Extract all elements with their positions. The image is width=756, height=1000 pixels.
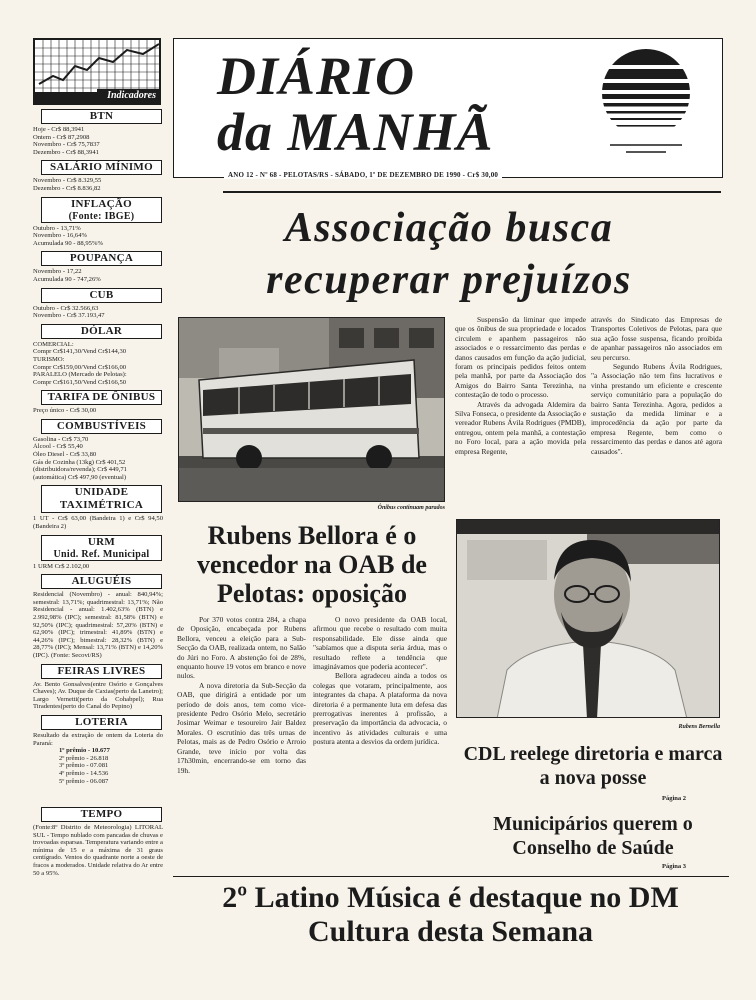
- main-story-paragraph: Suspensão da liminar que impede que os ônibus de sua propriedade e locados circulem e apanhem passageiros não associados e o ressarcimento das perdas e danos causados em função da ação judicial, foram os principais pedidos feitos ontem pela manhã, por parte da Associação dos Amigos do Bairro Santa Terezinha, na contestação de todo o processo.: [455, 315, 586, 400]
- feiras-title: FEIRAS LIVRES: [41, 664, 162, 679]
- dolar-line: Compr Cr$161,50/Vend Cr$166,50: [33, 378, 127, 386]
- indicators-sidebar: [33, 38, 165, 877]
- dolar-section: [33, 324, 165, 387]
- bellora-paragraph: A nova diretoria da Sub-Secção da OAB, que dirigirá a entidade por um período de dois anos, tem como vice-presidente Pedro Osório Melo, secretário Josimar Weimar e tesoureiro Jair Baldez Morales. O escrutínio das três urnas de Pelotas, mais as de Pedro Osório e Arroio Grande, teve início por volta das 17h30min, encerrando-se em torno das 19h.: [177, 680, 306, 775]
- urm-section: [33, 535, 165, 571]
- combustiveis-line: Álcool - Cr$ 55,40: [33, 443, 83, 451]
- dolar-line: PARALELO (Mercado de Pelotas):: [33, 371, 127, 379]
- btn-title: BTN: [41, 109, 162, 124]
- masthead-rule: [223, 191, 721, 193]
- combustiveis-line: Gás de Cozinha (13kg) Cr$ 401,52: [33, 458, 126, 466]
- urm-subtitle: Unid. Ref. Municipal: [53, 548, 150, 560]
- cultura-headline: 2º Latino Música é destaque no DM Cultura desta Semana: [222, 881, 679, 948]
- loteria-title: LOTERIA: [41, 715, 162, 730]
- inflacao-subtitle: (Fonte: IBGE): [68, 210, 135, 222]
- tempo-section: [33, 807, 165, 877]
- bellora-paragraph: O novo presidente da OAB local, afirmou que recebe o resultado com muita responsabilidade. Ele disse ainda que "sabíamos que a disputa seria árdua, mas o resultado reflete a tendência que imaginávamos que poderia acontecer".: [313, 615, 447, 672]
- feiras-text: Av. Bento Gonsalves(entre Osório e Gonçalves Chaves); Av. Duque de Caxias(perto da Lanetro); Largo Vernetti(perto da Cohabpel); Rua Tiradentes(perto do Canal do Pepino): [33, 680, 163, 711]
- unidade-title: UNIDADE TAXIMÉTRICA: [41, 485, 162, 513]
- combustiveis-section: [33, 419, 165, 482]
- tarifa-line: Preço único - Cr$ 30,00: [33, 407, 97, 415]
- main-story-col1: [455, 315, 586, 456]
- cub-line: Novembro - Cr$ 37.193,47: [33, 312, 105, 320]
- tarifa-title: TARIFA DE ÔNIBUS: [41, 390, 162, 405]
- inflacao-line: Outubro - 13,71%: [33, 224, 81, 232]
- bus-photo-caption: Ônibus continuam parados: [377, 505, 445, 511]
- poupanca-section: [33, 251, 165, 283]
- salario-title: SALÁRIO MÍNIMO: [41, 160, 162, 175]
- main-headline-line1: Associação busca: [284, 205, 614, 251]
- loteria-prize: 1º prêmio - 10.677: [59, 747, 110, 755]
- masthead-title-line2: da MANHÃ: [217, 102, 494, 162]
- urm-title: [41, 535, 162, 561]
- inflacao-line: Acumulada 90 - 88,95%%: [33, 239, 103, 247]
- tempo-text: (Fonte:8º Distrito de Meteorologia) LITORAL SUL - Tempo nublado com pancadas de chuvas e trovoadas esparsas. Temperatura variando entre a mínima de 15 e a máxima de 31 graus centígrado. Ventos do quadrante norte a oeste de fracos a moderados. Unidade relativa do Ar entre 50 a 95%.: [33, 824, 163, 877]
- tarifa-section: [33, 390, 165, 415]
- inflacao-section: [33, 197, 165, 248]
- salario-line: Novembro - Cr$ 8.329,55: [33, 177, 102, 185]
- main-story-paragraph: Segundo Rubens Ávila Rodrigues, "a Associação não tem fins lucrativos e vinha prestando um eficiente e crescente serviço comunitário para a população do bairro Santa Terezinha. Agora, pedidos a sustação da medida liminar e a improcedência da ação por parte da empresa Regente, bem como o ressarcimento das perdas e danos até agora causados".: [591, 362, 722, 456]
- poupanca-title: POUPANÇA: [41, 251, 162, 266]
- bellora-headline: Rubens Bellora é o vencedor na OAB de Pelotas: oposição: [197, 521, 427, 608]
- alugueis-text: Residencial (Novembro) - anual: 840,94%; semestral: 13,71%; quadrimestral: 13,71%; Não Residencial - anual: 1.402,63% (BTN) e 2.992,98% (IPC); semestral: 81,58% (BTN) e 92,50% (IPC); quadrimestral: 57,20% (BTN) e 62,90% (IPC); trimestral: 41,89% (BTN) e 44,26% (IPC); bimestral: 28,32% (BTN) e 28,77% (IPC); Mensal: 13,71% (BTN) e 14,20% (IPC). (Fonte: Secovi/RS): [33, 591, 163, 659]
- loteria-text: Resultado da extração de ontem da Loteria do Paraná:: [33, 731, 163, 747]
- cdl-page-ref: Página 2: [662, 795, 687, 802]
- loteria-prize: 5º prêmio - 06.087: [59, 777, 109, 785]
- main-headline-line2: recuperar prejuízos: [266, 257, 632, 303]
- salario-section: [33, 160, 165, 192]
- dolar-title: DÓLAR: [41, 324, 162, 339]
- alugueis-section: [33, 574, 165, 659]
- btn-line: Hoje - Cr$ 88,3941: [33, 126, 85, 133]
- feiras-section: [33, 664, 165, 711]
- inflacao-title-text: INFLAÇÃO: [70, 197, 133, 210]
- loteria-prize: 3º prêmio - 07.081: [59, 762, 109, 770]
- inflacao-title: [41, 197, 162, 223]
- bottom-rule: [173, 876, 729, 877]
- municiparios-page-ref: Página 3: [662, 863, 687, 870]
- combustiveis-line: Óleo Diesel - Cr$ 33,80: [33, 451, 97, 459]
- dolar-line: Compr Cr$159,00/Vend Cr$166,00: [33, 363, 127, 371]
- portrait-caption: Rubens Bernella: [678, 724, 720, 730]
- municiparios-headline: Municipários querem o Conselho de Saúde: [493, 813, 693, 859]
- main-story-paragraph: através do Sindicato das Empresas de Transportes Coletivos de Pelotas, para que sua ação fosse suspensa, ficando proibida de apanhar passageiros não associados em seu percurso.: [591, 315, 722, 362]
- urm-title-text: URM: [87, 535, 116, 548]
- loteria-section: [33, 715, 165, 785]
- bellora-paragraph: Por 370 votos contra 284, a chapa de Oposição, encabeçada por Rubens Bellora, venceu a eleição para a Sub-Secção da OAB, realizada ontem, no Salão do Júri no Foro. A abstenção foi de 28%, enquanto houve 19 votos em branco e nove nulos.: [177, 615, 306, 681]
- poupanca-line: Novembro - 17,22: [33, 268, 82, 276]
- cub-section: [33, 288, 165, 320]
- combustiveis-line: Gasolina - Cr$ 73,70: [33, 435, 89, 443]
- bellora-paragraph: Bellora agradeceu ainda a todos os colegas que votaram, principalmente, aos integrantes da chapa. A plataforma da nova diretoria é a permanente luta em defesa das prerrogativas inerentes à profissão, a preservação da importância da advocacia, o incentivo às atividades culturais e uma postura atenta a desvios da ordem jurídica.: [313, 671, 447, 747]
- combustiveis-title: COMBUSTÍVEIS: [41, 419, 162, 434]
- loteria-prize: 2º prêmio - 26.818: [59, 754, 109, 762]
- bus-image: [179, 318, 445, 502]
- indicators-graph-box: [33, 38, 161, 105]
- dolar-line: COMERCIAL:: [33, 340, 74, 348]
- portrait-image: [457, 520, 720, 718]
- main-headline: [175, 202, 723, 306]
- dolar-line: Compr Cr$141,30/Vend Cr$144,30: [33, 348, 127, 356]
- bellora-col1: [177, 615, 306, 775]
- masthead: [173, 38, 723, 178]
- alugueis-title: ALUGUÉIS: [41, 574, 162, 589]
- btn-line: Novembro - Cr$ 75,7837: [33, 141, 100, 149]
- urm-line: 1 URM Cr$ 2.102,00: [33, 562, 90, 570]
- cdl-headline: CDL reelege diretoria e marca a nova posse: [463, 743, 723, 789]
- inflacao-line: Novembro - 16,64%: [33, 232, 88, 240]
- indicators-label: Indicadores: [97, 89, 159, 103]
- tempo-title: TEMPO: [41, 807, 162, 822]
- combustiveis-line: (distribuidora/revenda); Cr$ 449,71: [33, 466, 127, 474]
- bellora-photo: [456, 519, 720, 718]
- issue-info: ANO 12 - Nº 68 - PELOTAS/RS - SÁBADO, 1º DE DEZEMBRO DE 1990 - Cr$ 30,00: [224, 171, 502, 179]
- unidade-section: [33, 485, 165, 530]
- poupanca-line: Acumulada 90 - 747,26%: [33, 275, 101, 283]
- cub-line: Outubro - Cr$ 32.566,63: [33, 304, 99, 312]
- unidade-text: 1 UT - Cr$ 63,00 (Bandeira 1) e Cr$ 94,50 (Bandeira 2): [33, 515, 163, 531]
- bellora-col2: [313, 615, 447, 747]
- bus-photo: [178, 317, 445, 502]
- sun-logo-icon: [586, 43, 706, 155]
- main-story-paragraph: Através da advogada Aldemira da Silva Fonseca, o presidente da Associação e vereador Rubens Ávila Rodrigues (PMDB), entregou, ontem pela manhã, a contestação no Foro local, para a ação movida pela empresa Regente,: [455, 399, 586, 456]
- combustiveis-line: (automática) Cr$ 497,90 (eventual): [33, 473, 127, 481]
- loteria-prize: 4º prêmio - 14.536: [59, 769, 109, 777]
- cub-title: CUB: [41, 288, 162, 303]
- btn-line: Dezembro - Cr$ 88,3941: [33, 148, 99, 156]
- masthead-title-line1: DIÁRIO: [217, 46, 416, 106]
- main-story-col2: [591, 315, 722, 456]
- btn-section: [33, 109, 165, 156]
- btn-line: Ontem - Cr$ 87,2908: [33, 133, 90, 141]
- salario-line: Dezembro - Cr$ 8.836,82: [33, 184, 101, 192]
- dolar-line: TURISMO:: [33, 355, 65, 363]
